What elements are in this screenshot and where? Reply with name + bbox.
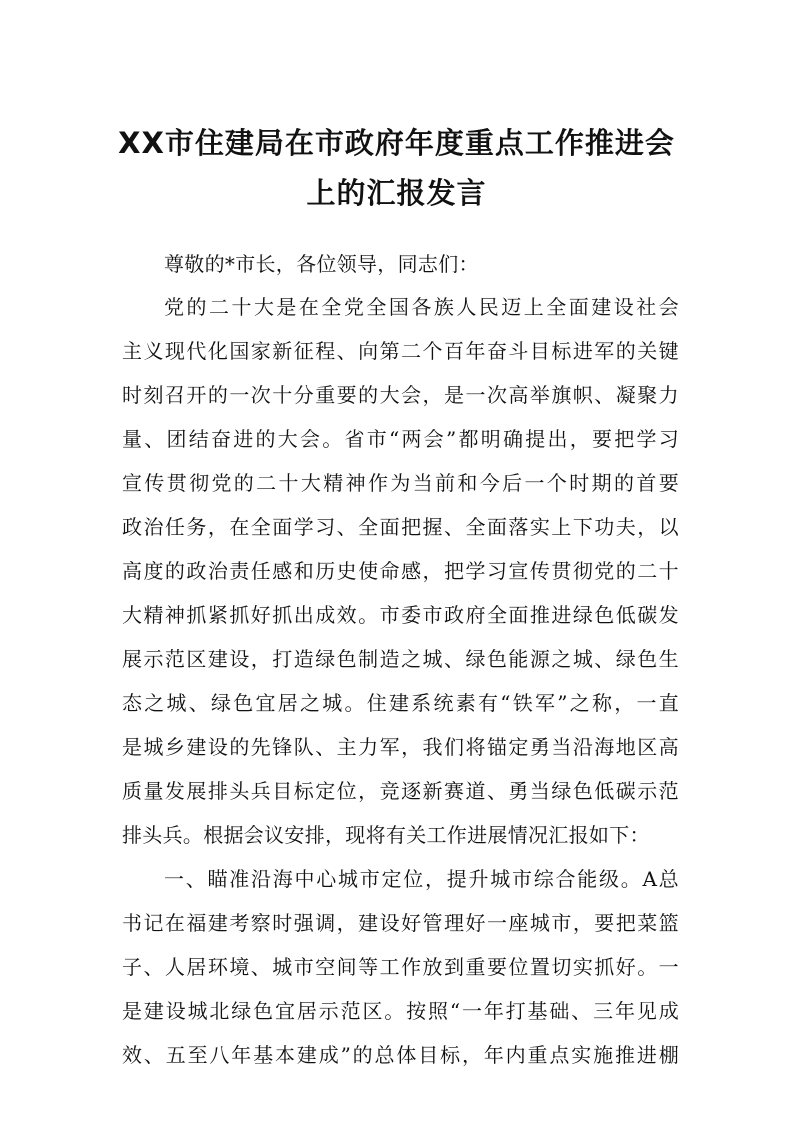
paragraph-line: 主义现代化国家新征程、向第二个百年奋斗目标进军的关键 [122, 339, 679, 363]
paragraph-line: 党的二十大是在全党全国各族人民迈上全面建设社会 [164, 295, 679, 319]
paragraph-line: 是城乡建设的先锋队、主力军，我们将锚定勇当沿海地区高 [122, 735, 679, 759]
paragraph-line: 展示范区建设，打造绿色制造之城、绿色能源之城、绿色生 [122, 647, 679, 671]
paragraph-line: 是建设城北绿色宜居示范区。按照“一年打基础、三年见成 [122, 999, 679, 1023]
paragraph-line: 时刻召开的一次十分重要的大会，是一次高举旗帜、凝聚力 [122, 383, 679, 407]
paragraph-line: 质量发展排头兵目标定位，竞逐新赛道、勇当绿色低碳示范 [122, 779, 679, 803]
paragraph-line: 效、五至八年基本建成”的总体目标，年内重点实施推进棚 [122, 1043, 679, 1067]
salutation: 尊敬的*市长，各位领导，同志们： [164, 252, 479, 276]
paragraph-line: 书记在福建考察时强调，建设好管理好一座城市，要把菜篮 [122, 911, 679, 935]
section-heading-line: 一、瞄准沿海中心城市定位，提升城市综合能级。A总 [164, 867, 679, 891]
document-title-line-1: XX市住建局在市政府年度重点工作推进会 [118, 126, 675, 160]
paragraph-line: 大精神抓紧抓好抓出成效。市委市政府全面推进绿色低碳发 [122, 603, 679, 627]
paragraph-line: 宣传贯彻党的二十大精神作为当前和今后一个时期的首要 [122, 471, 679, 495]
paragraph-line: 排头兵。根据会议安排，现将有关工作进展情况汇报如下： [122, 823, 650, 847]
paragraph-line: 政治任务，在全面学习、全面把握、全面落实上下功夫，以 [122, 515, 679, 539]
paragraph-line: 子、人居环境、城市空间等工作放到重要位置切实抓好。一 [122, 955, 679, 979]
paragraph-line: 态之城、绿色宜居之城。住建系统素有“铁军”之称，一直 [122, 691, 679, 715]
document-title-line-2: 上的汇报发言 [306, 176, 487, 210]
paragraph-line: 量、团结奋进的大会。省市“两会”都明确提出，要把学习 [122, 427, 679, 451]
paragraph-line: 高度的政治责任感和历史使命感，把学习宣传贯彻党的二十 [122, 559, 679, 583]
